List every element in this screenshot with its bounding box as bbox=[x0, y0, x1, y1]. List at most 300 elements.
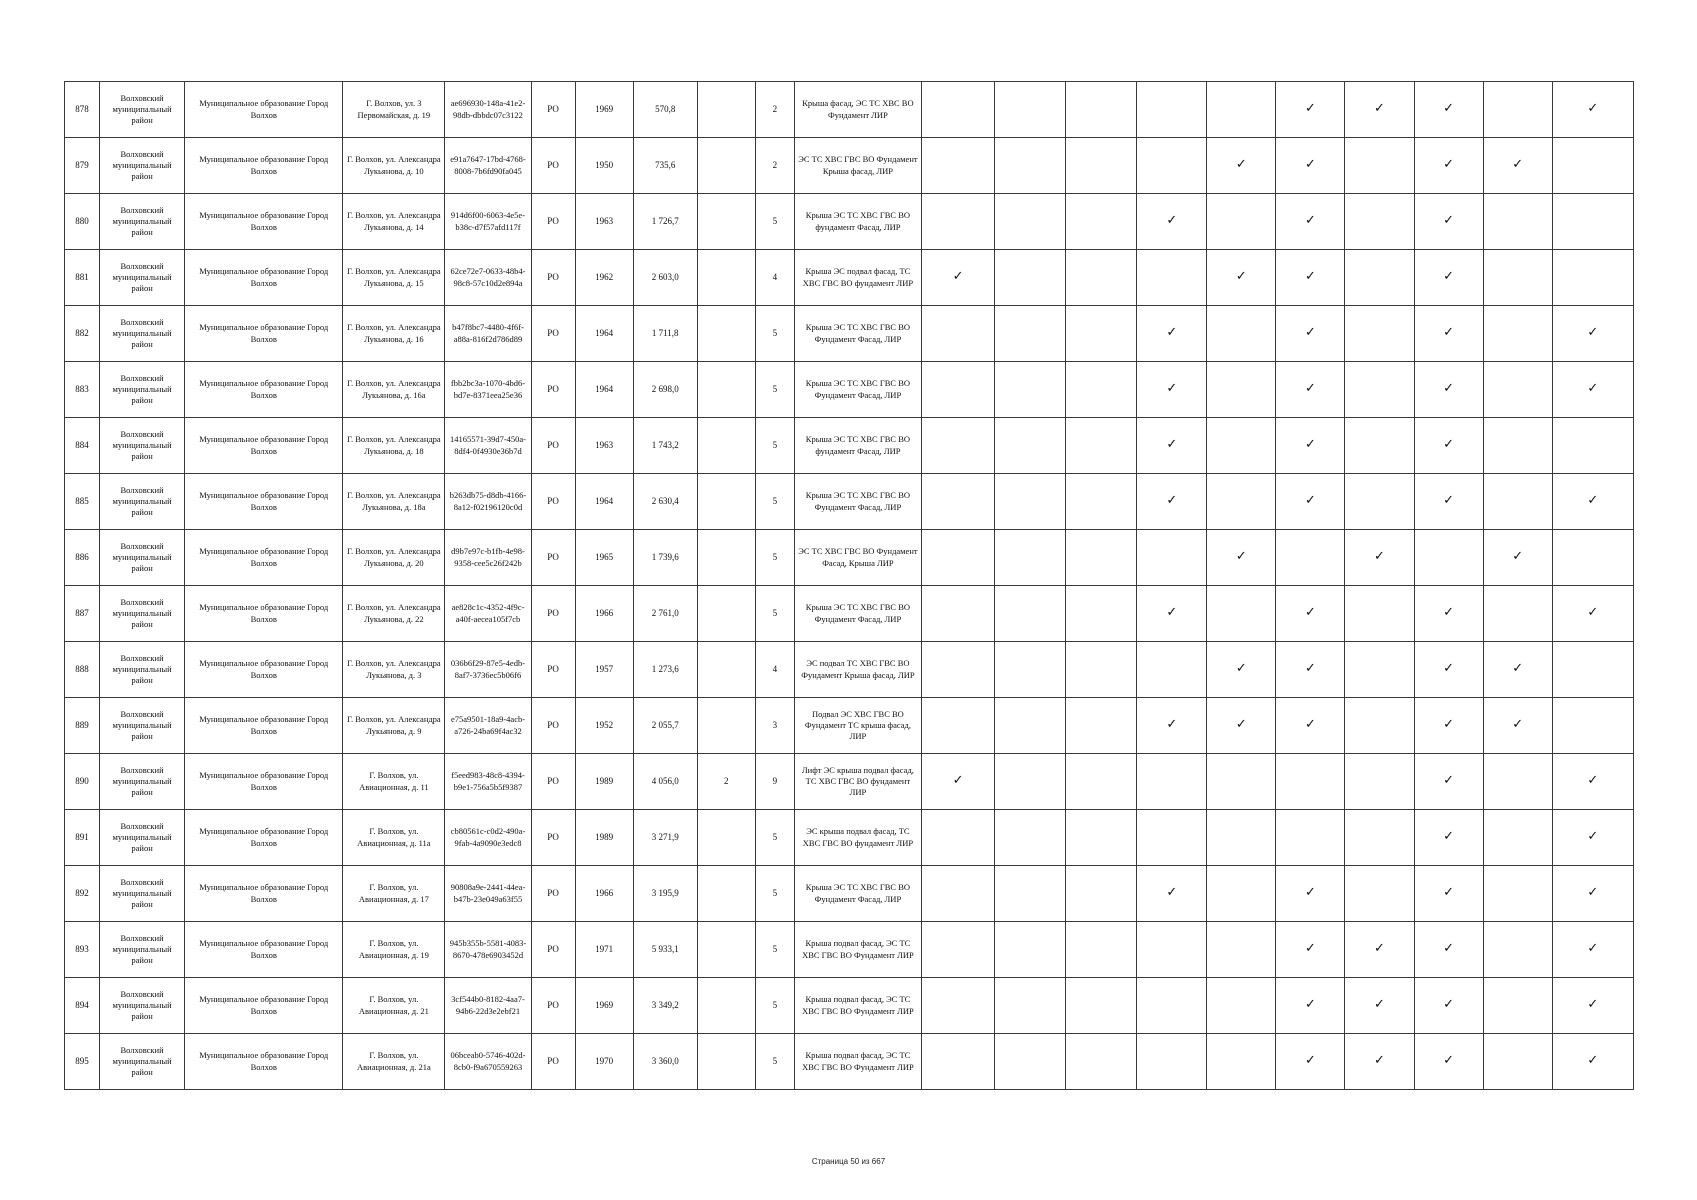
area-cell: 1 273,6 bbox=[633, 642, 697, 698]
floor-count-cell: 5 bbox=[755, 586, 794, 642]
table-row bbox=[65, 866, 1634, 922]
row-number: 895 bbox=[65, 1034, 100, 1090]
municipality-cell: Муниципальное образование Город Волхов bbox=[185, 362, 343, 418]
check-icon: ✓ bbox=[1276, 586, 1345, 642]
empty-check-cell bbox=[1137, 138, 1207, 194]
municipality-cell: Муниципальное образование Город Волхов bbox=[185, 978, 343, 1034]
empty-check-cell bbox=[1207, 586, 1276, 642]
guid-cell: 914d6f00-6063-4e5e-b38c-d7f57afd117f bbox=[445, 194, 531, 250]
empty-check-cell bbox=[1066, 642, 1137, 698]
area-cell: 2 055,7 bbox=[633, 698, 697, 754]
floor-count-cell: 2 bbox=[755, 138, 794, 194]
area-cell: 2 698,0 bbox=[633, 362, 697, 418]
district-cell: Волховский муниципальный район bbox=[100, 362, 185, 418]
check-icon: ✓ bbox=[922, 754, 995, 810]
address-cell: Г. Волхов, ул. Авиационная, д. 17 bbox=[343, 866, 445, 922]
municipality-cell: Муниципальное образование Город Волхов bbox=[185, 1034, 343, 1090]
municipality-cell: Муниципальное образование Город Волхов bbox=[185, 138, 343, 194]
district-cell: Волховский муниципальный район bbox=[100, 474, 185, 530]
empty-check-cell bbox=[922, 642, 995, 698]
row-number: 883 bbox=[65, 362, 100, 418]
empty-check-cell bbox=[1137, 642, 1207, 698]
empty-check-cell bbox=[1345, 698, 1414, 754]
district-cell: Волховский муниципальный район bbox=[100, 642, 185, 698]
empty-check-cell bbox=[1137, 530, 1207, 586]
form-cell: РО bbox=[531, 138, 575, 194]
check-icon: ✓ bbox=[1414, 698, 1483, 754]
empty-check-cell bbox=[922, 978, 995, 1034]
form-cell: РО bbox=[531, 1034, 575, 1090]
check-icon: ✓ bbox=[1276, 474, 1345, 530]
empty-check-cell bbox=[1345, 138, 1414, 194]
year-cell: 1989 bbox=[575, 810, 633, 866]
empty-check-cell bbox=[995, 474, 1066, 530]
municipality-cell: Муниципальное образование Город Волхов bbox=[185, 82, 343, 138]
address-cell: Г. Волхов, ул. Авиационная, д. 19 bbox=[343, 922, 445, 978]
row-number: 893 bbox=[65, 922, 100, 978]
area-cell: 1 726,7 bbox=[633, 194, 697, 250]
empty-check-cell bbox=[1483, 810, 1552, 866]
extra-count-cell bbox=[697, 922, 755, 978]
empty-check-cell bbox=[922, 306, 995, 362]
extra-count-cell bbox=[697, 474, 755, 530]
empty-check-cell bbox=[1066, 82, 1137, 138]
check-icon: ✓ bbox=[1414, 138, 1483, 194]
empty-check-cell bbox=[1276, 754, 1345, 810]
table-row bbox=[65, 642, 1634, 698]
check-icon: ✓ bbox=[1414, 810, 1483, 866]
check-icon: ✓ bbox=[1276, 866, 1345, 922]
empty-check-cell bbox=[1137, 754, 1207, 810]
empty-check-cell bbox=[995, 922, 1066, 978]
check-icon: ✓ bbox=[1414, 362, 1483, 418]
empty-check-cell bbox=[1066, 474, 1137, 530]
check-icon: ✓ bbox=[1137, 698, 1207, 754]
empty-check-cell bbox=[1483, 82, 1552, 138]
municipality-cell: Муниципальное образование Город Волхов bbox=[185, 810, 343, 866]
guid-cell: 90808a9e-2441-44ea-b47b-23e049a63f55 bbox=[445, 866, 531, 922]
guid-cell: 06bceab0-5746-402d-8cb0-f9a670559263 bbox=[445, 1034, 531, 1090]
row-number: 890 bbox=[65, 754, 100, 810]
guid-cell: e75a9501-18a9-4acb-a726-24ba69f4ac32 bbox=[445, 698, 531, 754]
empty-check-cell bbox=[1207, 922, 1276, 978]
empty-check-cell bbox=[1345, 194, 1414, 250]
empty-check-cell bbox=[1066, 586, 1137, 642]
district-cell: Волховский муниципальный район bbox=[100, 698, 185, 754]
empty-check-cell bbox=[1483, 978, 1552, 1034]
empty-check-cell bbox=[995, 138, 1066, 194]
check-icon: ✓ bbox=[1276, 1034, 1345, 1090]
check-icon: ✓ bbox=[1137, 194, 1207, 250]
table-row bbox=[65, 586, 1634, 642]
check-icon: ✓ bbox=[1483, 138, 1552, 194]
table-row bbox=[65, 530, 1634, 586]
works-table bbox=[64, 81, 1634, 1090]
year-cell: 1966 bbox=[575, 586, 633, 642]
empty-check-cell bbox=[1207, 418, 1276, 474]
table-row bbox=[65, 698, 1634, 754]
check-icon: ✓ bbox=[1552, 866, 1633, 922]
form-cell: РО bbox=[531, 698, 575, 754]
empty-check-cell bbox=[1066, 754, 1137, 810]
check-icon: ✓ bbox=[1552, 810, 1633, 866]
municipality-cell: Муниципальное образование Город Волхов bbox=[185, 418, 343, 474]
empty-check-cell bbox=[1345, 754, 1414, 810]
check-icon: ✓ bbox=[1207, 530, 1276, 586]
municipality-cell: Муниципальное образование Город Волхов bbox=[185, 754, 343, 810]
check-icon: ✓ bbox=[1552, 362, 1633, 418]
empty-check-cell bbox=[1345, 362, 1414, 418]
check-icon: ✓ bbox=[1414, 194, 1483, 250]
municipality-cell: Муниципальное образование Город Волхов bbox=[185, 194, 343, 250]
empty-check-cell bbox=[995, 642, 1066, 698]
empty-check-cell bbox=[995, 250, 1066, 306]
table-row bbox=[65, 82, 1634, 138]
empty-check-cell bbox=[1137, 1034, 1207, 1090]
empty-check-cell bbox=[995, 586, 1066, 642]
floor-count-cell: 5 bbox=[755, 362, 794, 418]
form-cell: РО bbox=[531, 642, 575, 698]
address-cell: Г. Волхов, ул. Александра Лукьянова, д. 14 bbox=[343, 194, 445, 250]
form-cell: РО bbox=[531, 586, 575, 642]
check-icon: ✓ bbox=[1345, 978, 1414, 1034]
area-cell: 2 761,0 bbox=[633, 586, 697, 642]
check-icon: ✓ bbox=[1276, 138, 1345, 194]
guid-cell: b47f8bc7-4480-4f6f-a88a-816f2d786d89 bbox=[445, 306, 531, 362]
table-row bbox=[65, 362, 1634, 418]
row-number: 887 bbox=[65, 586, 100, 642]
extra-count-cell bbox=[697, 250, 755, 306]
table-row bbox=[65, 194, 1634, 250]
check-icon: ✓ bbox=[1414, 922, 1483, 978]
year-cell: 1963 bbox=[575, 418, 633, 474]
form-cell: РО bbox=[531, 418, 575, 474]
empty-check-cell bbox=[1207, 82, 1276, 138]
empty-check-cell bbox=[995, 978, 1066, 1034]
year-cell: 1969 bbox=[575, 978, 633, 1034]
empty-check-cell bbox=[1483, 306, 1552, 362]
works-cell: Крыша ЭС ТС ХВС ГВС ВО фундамент Фасад, ЛИР bbox=[794, 194, 921, 250]
check-icon: ✓ bbox=[1137, 306, 1207, 362]
empty-check-cell bbox=[1345, 250, 1414, 306]
year-cell: 1964 bbox=[575, 474, 633, 530]
empty-check-cell bbox=[1552, 418, 1633, 474]
extra-count-cell bbox=[697, 866, 755, 922]
row-number: 880 bbox=[65, 194, 100, 250]
year-cell: 1964 bbox=[575, 362, 633, 418]
extra-count-cell bbox=[697, 138, 755, 194]
empty-check-cell bbox=[1345, 418, 1414, 474]
row-number: 888 bbox=[65, 642, 100, 698]
empty-check-cell bbox=[1552, 642, 1633, 698]
floor-count-cell: 5 bbox=[755, 474, 794, 530]
floor-count-cell: 5 bbox=[755, 810, 794, 866]
address-cell: Г. Волхов, ул. Александра Лукьянова, д. 15 bbox=[343, 250, 445, 306]
district-cell: Волховский муниципальный район bbox=[100, 978, 185, 1034]
works-cell: Лифт ЭС крыша подвал фасад, ТС ХВС ГВС ВО фундамент ЛИР bbox=[794, 754, 921, 810]
municipality-cell: Муниципальное образование Город Волхов bbox=[185, 922, 343, 978]
empty-check-cell bbox=[922, 474, 995, 530]
check-icon: ✓ bbox=[1483, 642, 1552, 698]
address-cell: Г. Волхов, ул. Александра Лукьянова, д. 20 bbox=[343, 530, 445, 586]
empty-check-cell bbox=[995, 530, 1066, 586]
area-cell: 2 630,4 bbox=[633, 474, 697, 530]
guid-cell: e91a7647-17bd-4768-8008-7b6fd90fa045 bbox=[445, 138, 531, 194]
empty-check-cell bbox=[1066, 250, 1137, 306]
empty-check-cell bbox=[1414, 530, 1483, 586]
floor-count-cell: 5 bbox=[755, 530, 794, 586]
form-cell: РО bbox=[531, 754, 575, 810]
area-cell: 1 711,8 bbox=[633, 306, 697, 362]
works-cell: Крыша ЭС ТС ХВС ГВС ВО Фундамент Фасад, ЛИР bbox=[794, 866, 921, 922]
address-cell: Г. Волхов, ул. 3 Первомайская, д. 19 bbox=[343, 82, 445, 138]
row-number: 892 bbox=[65, 866, 100, 922]
district-cell: Волховский муниципальный район bbox=[100, 250, 185, 306]
check-icon: ✓ bbox=[1414, 306, 1483, 362]
works-cell: ЭС крыша подвал фасад, ТС ХВС ГВС ВО фундамент ЛИР bbox=[794, 810, 921, 866]
empty-check-cell bbox=[995, 82, 1066, 138]
check-icon: ✓ bbox=[1552, 586, 1633, 642]
empty-check-cell bbox=[1137, 250, 1207, 306]
empty-check-cell bbox=[1552, 194, 1633, 250]
district-cell: Волховский муниципальный район bbox=[100, 306, 185, 362]
district-cell: Волховский муниципальный район bbox=[100, 586, 185, 642]
address-cell: Г. Волхов, ул. Александра Лукьянова, д. 18 bbox=[343, 418, 445, 474]
works-cell: Крыша подвал фасад, ЭС ТС ХВС ГВС ВО Фундамент ЛИР bbox=[794, 978, 921, 1034]
empty-check-cell bbox=[1066, 978, 1137, 1034]
empty-check-cell bbox=[1207, 362, 1276, 418]
floor-count-cell: 9 bbox=[755, 754, 794, 810]
extra-count-cell bbox=[697, 642, 755, 698]
extra-count-cell bbox=[697, 418, 755, 474]
empty-check-cell bbox=[995, 362, 1066, 418]
works-cell: Крыша ЭС ТС ХВС ГВС ВО Фундамент Фасад, ЛИР bbox=[794, 586, 921, 642]
row-number: 881 bbox=[65, 250, 100, 306]
check-icon: ✓ bbox=[1414, 474, 1483, 530]
empty-check-cell bbox=[922, 1034, 995, 1090]
area-cell: 4 056,0 bbox=[633, 754, 697, 810]
form-cell: РО bbox=[531, 306, 575, 362]
empty-check-cell bbox=[995, 194, 1066, 250]
empty-check-cell bbox=[1066, 1034, 1137, 1090]
empty-check-cell bbox=[922, 530, 995, 586]
guid-cell: 945b355b-5581-4083-8670-478e6903452d bbox=[445, 922, 531, 978]
check-icon: ✓ bbox=[1414, 418, 1483, 474]
year-cell: 1964 bbox=[575, 306, 633, 362]
check-icon: ✓ bbox=[1137, 866, 1207, 922]
year-cell: 1969 bbox=[575, 82, 633, 138]
year-cell: 1957 bbox=[575, 642, 633, 698]
address-cell: Г. Волхов, ул. Авиационная, д. 11а bbox=[343, 810, 445, 866]
check-icon: ✓ bbox=[1207, 250, 1276, 306]
extra-count-cell bbox=[697, 698, 755, 754]
district-cell: Волховский муниципальный район bbox=[100, 810, 185, 866]
empty-check-cell bbox=[1066, 866, 1137, 922]
check-icon: ✓ bbox=[1276, 978, 1345, 1034]
address-cell: Г. Волхов, ул. Александра Лукьянова, д. 9 bbox=[343, 698, 445, 754]
district-cell: Волховский муниципальный район bbox=[100, 138, 185, 194]
row-number: 891 bbox=[65, 810, 100, 866]
empty-check-cell bbox=[1483, 418, 1552, 474]
empty-check-cell bbox=[922, 810, 995, 866]
guid-cell: f5eed983-48c8-4394-b9e1-756a5b5f9387 bbox=[445, 754, 531, 810]
empty-check-cell bbox=[1207, 978, 1276, 1034]
guid-cell: fbb2bc3a-1070-4bd6-bd7e-8371eea25e36 bbox=[445, 362, 531, 418]
row-number: 884 bbox=[65, 418, 100, 474]
area-cell: 2 603,0 bbox=[633, 250, 697, 306]
empty-check-cell bbox=[922, 138, 995, 194]
year-cell: 1966 bbox=[575, 866, 633, 922]
form-cell: РО bbox=[531, 362, 575, 418]
empty-check-cell bbox=[1137, 810, 1207, 866]
empty-check-cell bbox=[1207, 754, 1276, 810]
year-cell: 1965 bbox=[575, 530, 633, 586]
empty-check-cell bbox=[995, 306, 1066, 362]
address-cell: Г. Волхов, ул. Александра Лукьянова, д. 16а bbox=[343, 362, 445, 418]
form-cell: РО bbox=[531, 82, 575, 138]
guid-cell: 62ce72e7-0633-48b4-98c8-57c10d2e894a bbox=[445, 250, 531, 306]
works-cell: Крыша подвал фасад, ЭС ТС ХВС ГВС ВО Фундамент ЛИР bbox=[794, 922, 921, 978]
check-icon: ✓ bbox=[1414, 1034, 1483, 1090]
municipality-cell: Муниципальное образование Город Волхов bbox=[185, 586, 343, 642]
area-cell: 1 739,6 bbox=[633, 530, 697, 586]
works-cell: Крыша подвал фасад, ЭС ТС ХВС ГВС ВО Фундамент ЛИР bbox=[794, 1034, 921, 1090]
address-cell: Г. Волхов, ул. Авиационная, д. 21 bbox=[343, 978, 445, 1034]
address-cell: Г. Волхов, ул. Александра Лукьянова, д. 10 bbox=[343, 138, 445, 194]
floor-count-cell: 5 bbox=[755, 306, 794, 362]
check-icon: ✓ bbox=[1345, 1034, 1414, 1090]
page-number: Страница 50 из 667 bbox=[811, 1157, 886, 1166]
extra-count-cell bbox=[697, 1034, 755, 1090]
check-icon: ✓ bbox=[1345, 922, 1414, 978]
floor-count-cell: 5 bbox=[755, 418, 794, 474]
check-icon: ✓ bbox=[1414, 754, 1483, 810]
row-number: 878 bbox=[65, 82, 100, 138]
empty-check-cell bbox=[1207, 306, 1276, 362]
empty-check-cell bbox=[1276, 530, 1345, 586]
works-cell: ЭС ТС ХВС ГВС ВО Фундамент Фасад, Крыша ЛИР bbox=[794, 530, 921, 586]
check-icon: ✓ bbox=[1137, 586, 1207, 642]
check-icon: ✓ bbox=[1414, 642, 1483, 698]
check-icon: ✓ bbox=[1276, 698, 1345, 754]
check-icon: ✓ bbox=[1552, 754, 1633, 810]
check-icon: ✓ bbox=[1207, 138, 1276, 194]
empty-check-cell bbox=[922, 586, 995, 642]
district-cell: Волховский муниципальный район bbox=[100, 866, 185, 922]
form-cell: РО bbox=[531, 810, 575, 866]
check-icon: ✓ bbox=[1276, 922, 1345, 978]
address-cell: Г. Волхов, ул. Александра Лукьянова, д. 22 bbox=[343, 586, 445, 642]
row-number: 879 bbox=[65, 138, 100, 194]
table-row bbox=[65, 1034, 1634, 1090]
empty-check-cell bbox=[1483, 474, 1552, 530]
check-icon: ✓ bbox=[1345, 530, 1414, 586]
works-cell: Крыша ЭС ТС ХВС ГВС ВО Фундамент Фасад, ЛИР bbox=[794, 474, 921, 530]
check-icon: ✓ bbox=[1552, 82, 1633, 138]
empty-check-cell bbox=[1483, 922, 1552, 978]
empty-check-cell bbox=[1483, 586, 1552, 642]
extra-count-cell bbox=[697, 82, 755, 138]
form-cell: РО bbox=[531, 530, 575, 586]
check-icon: ✓ bbox=[1414, 978, 1483, 1034]
municipality-cell: Муниципальное образование Город Волхов bbox=[185, 642, 343, 698]
empty-check-cell bbox=[1066, 810, 1137, 866]
row-number: 885 bbox=[65, 474, 100, 530]
guid-cell: 14165571-39d7-450a-8df4-0f4930e36b7d bbox=[445, 418, 531, 474]
table-row bbox=[65, 306, 1634, 362]
empty-check-cell bbox=[1552, 530, 1633, 586]
floor-count-cell: 5 bbox=[755, 1034, 794, 1090]
empty-check-cell bbox=[922, 866, 995, 922]
check-icon: ✓ bbox=[1414, 866, 1483, 922]
empty-check-cell bbox=[1483, 250, 1552, 306]
check-icon: ✓ bbox=[1276, 418, 1345, 474]
empty-check-cell bbox=[1066, 922, 1137, 978]
extra-count-cell bbox=[697, 530, 755, 586]
address-cell: Г. Волхов, ул. Александра Лукьянова, д. 16 bbox=[343, 306, 445, 362]
empty-check-cell bbox=[1207, 194, 1276, 250]
empty-check-cell bbox=[1552, 138, 1633, 194]
address-cell: Г. Волхов, ул. Александра Лукьянова, д. 18а bbox=[343, 474, 445, 530]
form-cell: РО bbox=[531, 866, 575, 922]
works-cell: ЭС ТС ХВС ГВС ВО Фундамент Крыша фасад, ЛИР bbox=[794, 138, 921, 194]
empty-check-cell bbox=[1345, 642, 1414, 698]
table-row bbox=[65, 978, 1634, 1034]
extra-count-cell bbox=[697, 810, 755, 866]
floor-count-cell: 5 bbox=[755, 194, 794, 250]
table-row bbox=[65, 754, 1634, 810]
table-row bbox=[65, 810, 1634, 866]
municipality-cell: Муниципальное образование Город Волхов bbox=[185, 866, 343, 922]
empty-check-cell bbox=[1276, 810, 1345, 866]
floor-count-cell: 4 bbox=[755, 250, 794, 306]
extra-count-cell bbox=[697, 586, 755, 642]
extra-count-cell bbox=[697, 306, 755, 362]
year-cell: 1950 bbox=[575, 138, 633, 194]
check-icon: ✓ bbox=[1137, 362, 1207, 418]
check-icon: ✓ bbox=[1552, 978, 1633, 1034]
table-row bbox=[65, 474, 1634, 530]
check-icon: ✓ bbox=[1276, 250, 1345, 306]
empty-check-cell bbox=[1483, 362, 1552, 418]
works-cell: Подвал ЭС ХВС ГВС ВО Фундамент ТС крыша фасад, ЛИР bbox=[794, 698, 921, 754]
check-icon: ✓ bbox=[1276, 642, 1345, 698]
table-row bbox=[65, 138, 1634, 194]
area-cell: 3 195,9 bbox=[633, 866, 697, 922]
floor-count-cell: 5 bbox=[755, 866, 794, 922]
empty-check-cell bbox=[1066, 362, 1137, 418]
empty-check-cell bbox=[995, 418, 1066, 474]
empty-check-cell bbox=[1137, 978, 1207, 1034]
empty-check-cell bbox=[995, 810, 1066, 866]
row-number: 889 bbox=[65, 698, 100, 754]
empty-check-cell bbox=[1207, 866, 1276, 922]
check-icon: ✓ bbox=[1276, 194, 1345, 250]
district-cell: Волховский муниципальный район bbox=[100, 418, 185, 474]
guid-cell: 036b6f29-87e5-4edb-8af7-3736ec5b06f6 bbox=[445, 642, 531, 698]
year-cell: 1963 bbox=[575, 194, 633, 250]
works-cell: Крыша ЭС ТС ХВС ГВС ВО Фундамент Фасад, ЛИР bbox=[794, 306, 921, 362]
check-icon: ✓ bbox=[1414, 250, 1483, 306]
empty-check-cell bbox=[1483, 1034, 1552, 1090]
municipality-cell: Муниципальное образование Город Волхов bbox=[185, 530, 343, 586]
year-cell: 1952 bbox=[575, 698, 633, 754]
municipality-cell: Муниципальное образование Город Волхов bbox=[185, 306, 343, 362]
district-cell: Волховский муниципальный район bbox=[100, 1034, 185, 1090]
empty-check-cell bbox=[1066, 306, 1137, 362]
works-cell: Крыша фасад, ЭС ТС ХВС ВО Фундамент ЛИР bbox=[794, 82, 921, 138]
empty-check-cell bbox=[995, 698, 1066, 754]
